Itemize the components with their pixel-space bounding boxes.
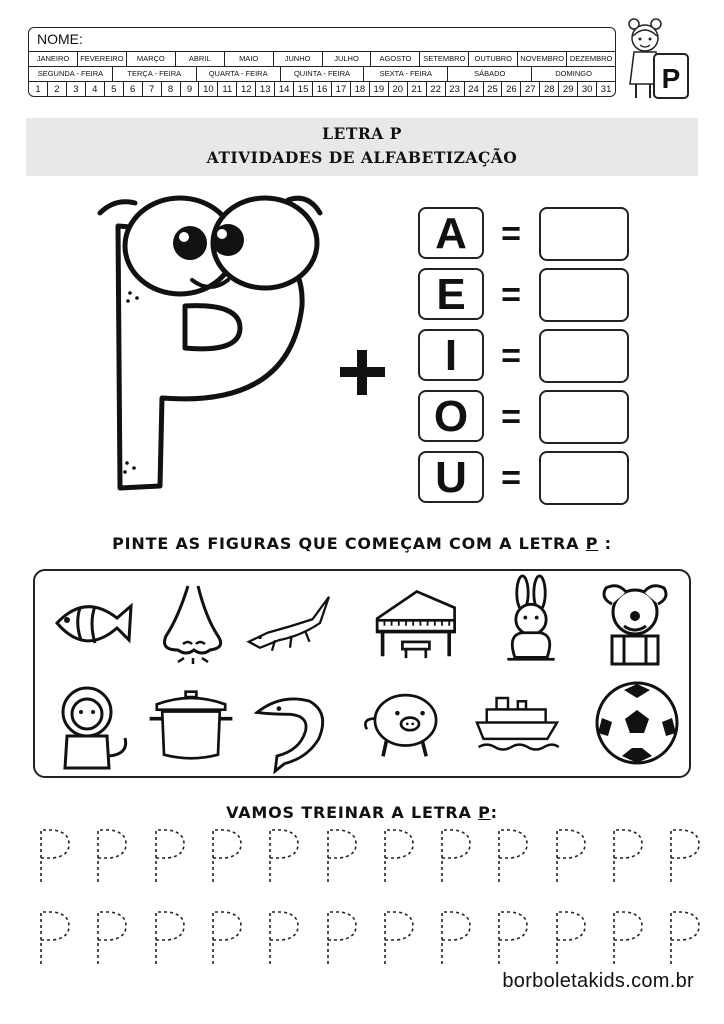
day-cell[interactable]: 12 [237, 82, 256, 97]
day-cell[interactable]: 5 [105, 82, 124, 97]
trace-letter-p[interactable] [610, 826, 646, 884]
page-title: LETRA P [322, 124, 402, 143]
month-cell: JULHO [323, 52, 372, 66]
day-cell[interactable]: 25 [484, 82, 503, 97]
trace-letter-p[interactable] [94, 908, 130, 966]
day-cell[interactable]: 16 [313, 82, 332, 97]
trace-letter-p[interactable] [37, 826, 73, 884]
month-cell: FEVEREIRO [78, 52, 127, 66]
weekday-cell: QUINTA - FEIRA [281, 67, 365, 81]
day-cell[interactable]: 14 [275, 82, 294, 97]
trace-letter-p[interactable] [209, 826, 245, 884]
weekday-cell: TERÇA - FEIRA [113, 67, 197, 81]
month-cell: SETEMBRO [420, 52, 469, 66]
vowel-box: I [418, 329, 484, 381]
trace-letter-p[interactable] [209, 908, 245, 966]
day-cell[interactable]: 24 [465, 82, 484, 97]
day-cell[interactable]: 27 [521, 82, 540, 97]
answer-box[interactable] [539, 390, 629, 444]
mascot-letter: P [661, 63, 681, 94]
trace-letter-p[interactable] [94, 826, 130, 884]
day-cell[interactable]: 22 [427, 82, 446, 97]
vowel-box: U [418, 451, 484, 503]
day-cell[interactable]: 17 [332, 82, 351, 97]
name-label: NOME: [37, 31, 83, 47]
weekday-cell: DOMINGO [555, 69, 592, 78]
pot-icon[interactable] [146, 680, 236, 770]
trace-letter-p[interactable] [495, 826, 531, 884]
ship-icon[interactable] [472, 680, 562, 770]
day-cell[interactable]: 19 [370, 82, 389, 97]
trace-letter-p[interactable] [553, 908, 589, 966]
trace-letter-p[interactable] [381, 826, 417, 884]
equals-sign: = [501, 276, 521, 314]
trace-letter-p[interactable] [610, 908, 646, 966]
trace-letter-p[interactable] [324, 908, 360, 966]
equals-sign: = [501, 398, 521, 436]
equals-sign: = [501, 459, 521, 497]
day-cell[interactable]: 29 [559, 82, 578, 97]
name-field[interactable] [29, 28, 615, 52]
month-cell: AGOSTO [371, 52, 420, 66]
piano-icon[interactable] [370, 578, 460, 668]
month-cell: JANEIRO [29, 52, 78, 66]
day-cell[interactable]: 13 [256, 82, 275, 97]
trace-letter-p[interactable] [438, 908, 474, 966]
lion-icon[interactable] [45, 680, 135, 770]
day-cell[interactable]: 2 [48, 82, 67, 97]
fish-icon[interactable] [45, 578, 135, 668]
day-cell[interactable]: 21 [408, 82, 427, 97]
day-cell[interactable]: 28 [540, 82, 559, 97]
month-cell: MAIO [225, 52, 274, 66]
trace-letter-p[interactable] [381, 908, 417, 966]
day-cell[interactable]: 26 [502, 82, 521, 97]
letter-p-character-icon [80, 188, 340, 513]
answer-box[interactable] [539, 268, 629, 322]
student-info-header [28, 27, 616, 97]
weekday-cell: QUARTA - FEIRA [197, 67, 281, 81]
girl-mascot-icon [620, 18, 692, 102]
clown-icon[interactable] [590, 578, 680, 668]
month-cell: OUTUBRO [469, 52, 518, 66]
trace-letter-p[interactable] [667, 908, 703, 966]
answer-box[interactable] [539, 207, 629, 261]
plus-sign-icon [335, 345, 390, 400]
site-footer: borboletakids.com.br [502, 970, 694, 992]
equals-sign: = [501, 215, 521, 253]
day-cell[interactable]: 31 [600, 84, 612, 95]
weekday-cell: SEGUNDA - FEIRA [29, 67, 113, 81]
crocodile-icon[interactable] [245, 578, 335, 668]
day-cell[interactable]: 3 [67, 82, 86, 97]
answer-box[interactable] [539, 451, 629, 505]
day-cell[interactable]: 1 [29, 82, 48, 97]
trace-letter-p[interactable] [152, 908, 188, 966]
trace-letter-p[interactable] [667, 826, 703, 884]
rabbit-icon[interactable] [486, 574, 576, 664]
month-cell: DEZEMBRO [569, 54, 613, 63]
title-band [26, 118, 698, 176]
pig-icon[interactable] [356, 678, 446, 768]
day-cell[interactable]: 10 [199, 82, 218, 97]
trace-letter-p[interactable] [266, 826, 302, 884]
trace-letter-p[interactable] [438, 826, 474, 884]
nose-icon[interactable] [148, 578, 238, 668]
day-cell[interactable]: 15 [294, 82, 313, 97]
soccer-ball-icon[interactable] [592, 678, 682, 768]
day-cell[interactable]: 4 [86, 82, 105, 97]
day-cell[interactable]: 18 [351, 82, 370, 97]
vowel-box: E [418, 268, 484, 320]
months-row [29, 52, 615, 67]
month-cell: JUNHO [274, 52, 323, 66]
day-cell[interactable]: 7 [143, 82, 162, 97]
vowel-box: O [418, 390, 484, 442]
weekday-cell: SÁBADO [448, 67, 532, 81]
instruction-letter: P [585, 534, 599, 553]
day-cell[interactable]: 6 [124, 82, 143, 97]
day-cell[interactable]: 8 [162, 82, 181, 97]
weekdays-row [29, 67, 615, 82]
trace-letter-p[interactable] [324, 826, 360, 884]
month-cell: NOVEMBRO [518, 52, 567, 66]
day-cell[interactable]: 30 [578, 82, 597, 97]
day-cell[interactable]: 20 [389, 82, 408, 97]
trace-letter-p[interactable] [152, 826, 188, 884]
trace-letter-p[interactable] [495, 908, 531, 966]
day-cell[interactable]: 23 [446, 82, 465, 97]
answer-box[interactable] [539, 329, 629, 383]
day-cell[interactable]: 9 [181, 82, 200, 97]
instruction-practice-letter: VAMOS TREINAR A LETRA P: [226, 803, 498, 822]
instruction-letter-2: P [478, 803, 491, 822]
days-row [29, 82, 615, 97]
trace-letter-p[interactable] [37, 908, 73, 966]
day-cell[interactable]: 11 [218, 82, 237, 97]
instruction-color-figures: PINTE AS FIGURAS QUE COMEÇAM COM A LETRA P : [112, 534, 612, 553]
trace-letter-p[interactable] [266, 908, 302, 966]
trace-letter-p[interactable] [553, 826, 589, 884]
weekday-cell: SEXTA - FEIRA [364, 67, 448, 81]
page-subtitle: ATIVIDADES DE ALFABETIZAÇÃO [206, 148, 518, 167]
vowel-box: A [418, 207, 484, 259]
dolphin-icon[interactable] [250, 684, 340, 774]
month-cell: ABRIL [176, 52, 225, 66]
equals-sign: = [501, 337, 521, 375]
month-cell: MARÇO [127, 52, 176, 66]
